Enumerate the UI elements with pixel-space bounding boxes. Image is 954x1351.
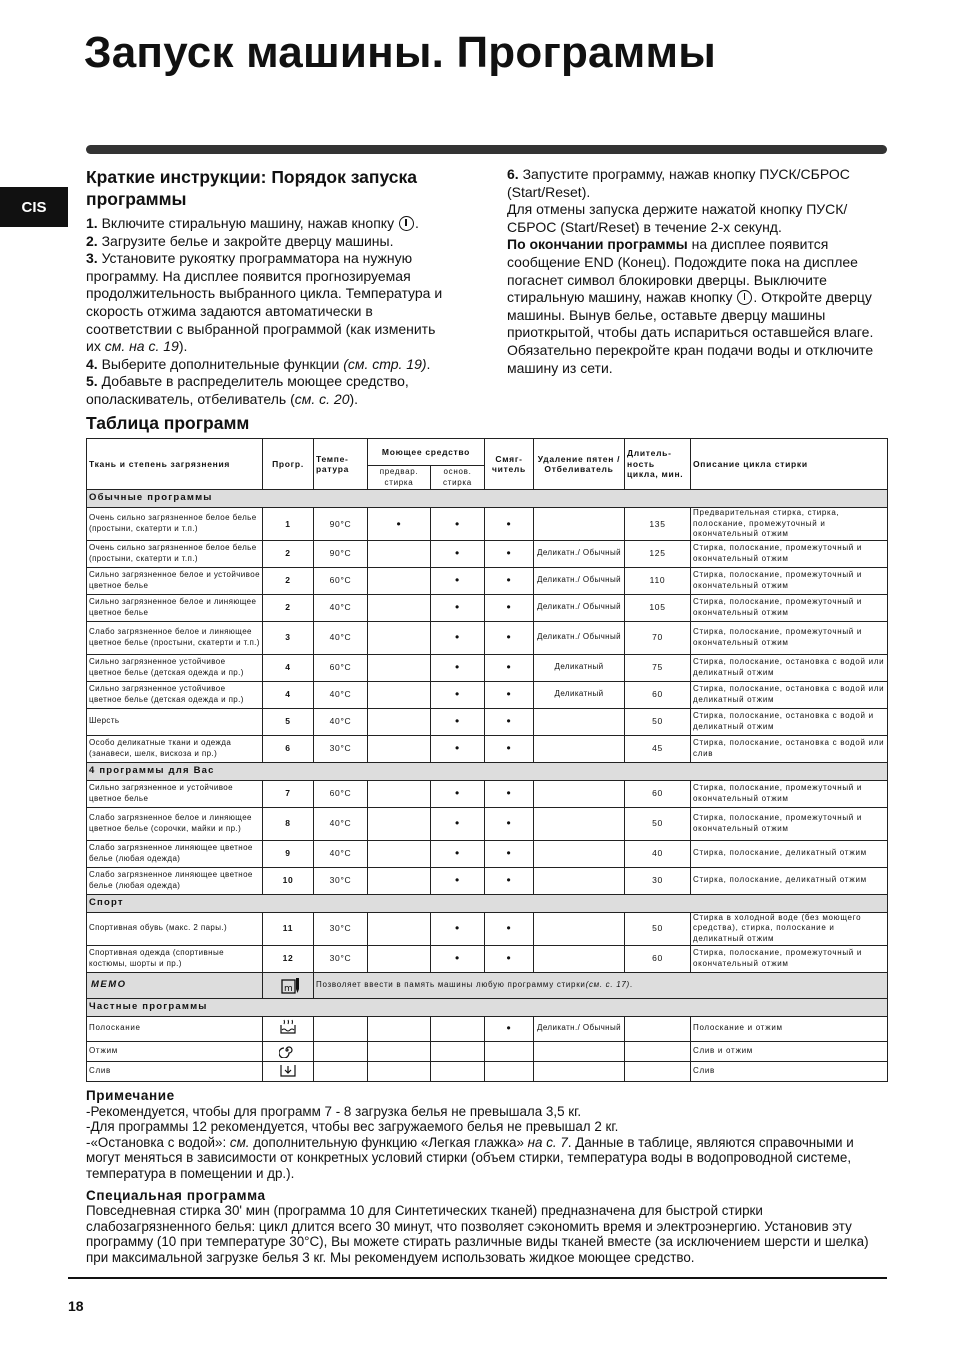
prewash-cell	[368, 735, 431, 762]
note-line: -Для программы 12 рекомендуется, чтобы вес загружаемого белья не превышал 2 кг.	[86, 1119, 619, 1135]
program-cell: 6	[263, 735, 314, 762]
power-icon	[737, 290, 752, 305]
temperature-cell: 40°C	[314, 708, 368, 735]
mainwash-cell: •	[431, 867, 485, 894]
svg-text:m: m	[284, 983, 294, 994]
stain-cell: Деликатн./ Обычный	[534, 621, 625, 654]
duration-cell: 75	[625, 654, 691, 681]
temperature-cell: 30°C	[314, 735, 368, 762]
temperature-cell: 60°C	[314, 780, 368, 807]
description-cell: Стирка, полоскание, деликатный отжим	[691, 840, 888, 867]
mainwash-cell: •	[431, 621, 485, 654]
memo-label: MEMO	[87, 972, 263, 998]
program-cell: 7	[263, 780, 314, 807]
table-title: Таблица программ	[86, 413, 250, 433]
table-row	[87, 780, 888, 807]
stain-cell	[534, 840, 625, 867]
description-cell: Стирка, полоскание, промежуточный и окончательный отжим	[691, 567, 888, 594]
softener-cell	[485, 1041, 534, 1061]
softener-cell: •	[485, 780, 534, 807]
duration-cell: 50	[625, 912, 691, 945]
footer-divider	[68, 1277, 887, 1279]
program-cell: 12	[263, 945, 314, 972]
mainwash-cell: •	[431, 567, 485, 594]
fabric-cell: Отжим	[87, 1041, 263, 1061]
temperature-cell: 40°C	[314, 621, 368, 654]
temperature-cell: 40°C	[314, 840, 368, 867]
duration-cell: 30	[625, 867, 691, 894]
table-row	[87, 594, 888, 621]
softener-cell	[485, 1061, 534, 1081]
step-3: 3. Установите рукоятку программатора на нужную программу. На дисплее появится прогнозируемая продолжительность выбранного цикла. Температура и скорость отжима задаются автоматически в соответствии с выбранной программой (как изменить их см. на с. 19).	[86, 250, 443, 355]
header-detergent: Моющее средство	[368, 439, 485, 466]
description-cell: Предварительная стирка, стирка, полоскание, промежуточный и окончательный отжим	[691, 508, 888, 541]
fabric-cell: Сильно загрязненное устойчивое цветное белье (детская одежда и пр.)	[87, 681, 263, 708]
mainwash-cell: •	[431, 780, 485, 807]
table-row	[87, 508, 888, 541]
drain-icon	[279, 1062, 297, 1078]
prewash-cell	[368, 1016, 431, 1041]
stain-cell: Деликатный	[534, 654, 625, 681]
header-prewash: предвар. стирка	[368, 466, 431, 490]
fabric-cell: Очень сильно загрязненное белое белье (простыни, скатерти и т.п.)	[87, 508, 263, 541]
fabric-cell: Полоскание	[87, 1016, 263, 1041]
header-stain-removal: Удаление пятен / Отбеливатель	[534, 439, 625, 490]
prewash-cell	[368, 867, 431, 894]
note-line: -«Остановка с водой»: см. дополнительную функцию «Легкая глажка» на с. 7. Данные в таблице, являются справочными и могут меняться в зависимости от конкретных условий стирки (объем стирки, температура воды в водопроводной системе, температура в помещении и др.).	[86, 1134, 854, 1181]
table-row	[87, 840, 888, 867]
stain-cell: Деликатн./ Обычный	[534, 594, 625, 621]
quick-instructions	[86, 166, 446, 409]
fabric-cell: Слив	[87, 1061, 263, 1081]
prewash-cell	[368, 540, 431, 567]
prewash-cell	[368, 567, 431, 594]
stain-cell	[534, 807, 625, 840]
description-cell: Стирка, полоскание, промежуточный и окончательный отжим	[691, 540, 888, 567]
softener-cell: •	[485, 681, 534, 708]
fabric-cell: Сильно загрязненное белое и линяющее цветное белье	[87, 594, 263, 621]
prewash-cell	[368, 780, 431, 807]
softener-cell: •	[485, 594, 534, 621]
softener-cell: •	[485, 621, 534, 654]
stain-cell	[534, 708, 625, 735]
softener-cell: •	[485, 807, 534, 840]
description-cell: Стирка, полоскание, остановка с водой или слив	[691, 735, 888, 762]
title-divider	[86, 145, 887, 154]
softener-cell: •	[485, 735, 534, 762]
header-duration: Длитель-ность цикла, мин.	[625, 439, 691, 490]
program-icon-cell	[263, 1041, 314, 1061]
section-title: Обычные программы	[87, 490, 888, 508]
table-row	[87, 945, 888, 972]
duration-cell: 70	[625, 621, 691, 654]
stain-cell	[534, 780, 625, 807]
prewash-cell	[368, 840, 431, 867]
duration-cell: 45	[625, 735, 691, 762]
duration-cell	[625, 1041, 691, 1061]
special-program-text: Повседневная стирка 30' мин (программа 10 для Синтетических тканей) предназначена для быстрой стирки слабозагрязненного белья: цикл длится всего 30 минут, что позволяет сэкономить время и электроэнергию. Установив эту программу (10 при температуре 30°C), Вы можете стирать различные виды тканей вместе (за исключением шерсти и шелка) при максимальной загрузке белья 3 кг. Мы рекомендуем использовать жидкое моющее средство.	[86, 1203, 869, 1265]
program-cell: 4	[263, 654, 314, 681]
temperature-cell	[314, 1041, 368, 1061]
program-cell: 10	[263, 867, 314, 894]
fabric-cell: Сильно загрязненное устойчивое цветное белье (детская одежда и пр.)	[87, 654, 263, 681]
duration-cell: 105	[625, 594, 691, 621]
stain-cell	[534, 1041, 625, 1061]
step-4: 4. Выберите дополнительные функции (см. стр. 19).	[86, 355, 431, 372]
table-row	[87, 807, 888, 840]
program-cell: 1	[263, 508, 314, 541]
softener-cell: •	[485, 654, 534, 681]
fabric-cell: Сильно загрязненное белое и устойчивое цветное белье	[87, 567, 263, 594]
quick-instructions-heading: Краткие инструкции: Порядок запуска программы	[86, 167, 417, 209]
end-note: По окончании программы на дисплее появится сообщение END (Конец). Подождите пока на дисплее погаснет символ блокировки дверцы. Выключите стиральную машину, нажав кнопку . Откройте дверцу машины. Вынув белье, оставьте дверцу машины приоткрытой, чтобы дать испариться оставшейся влаге. Обязательно перекройте кран подачи воды и отключите машину из сети.	[507, 236, 874, 376]
program-cell: 9	[263, 840, 314, 867]
description-cell: Стирка, полоскание, промежуточный и окончательный отжим	[691, 780, 888, 807]
mainwash-cell: •	[431, 594, 485, 621]
prewash-cell	[368, 912, 431, 945]
mainwash-cell: •	[431, 508, 485, 541]
table-row	[87, 1061, 888, 1081]
temperature-cell: 40°C	[314, 681, 368, 708]
memo-row	[87, 972, 888, 998]
page-number: 18	[68, 1298, 84, 1314]
duration-cell: 50	[625, 807, 691, 840]
table-row	[87, 735, 888, 762]
section-row	[87, 894, 888, 912]
description-cell: Слив и отжим	[691, 1041, 888, 1061]
temperature-cell: 60°C	[314, 567, 368, 594]
program-cell: 5	[263, 708, 314, 735]
softener-cell: •	[485, 867, 534, 894]
fabric-cell: Очень сильно загрязненное белое белье (простыни, скатерти и т.п.)	[87, 540, 263, 567]
description-cell: Слив	[691, 1061, 888, 1081]
section-row	[87, 490, 888, 508]
mainwash-cell: •	[431, 840, 485, 867]
header-fabric: Ткань и степень загрязнения	[87, 439, 263, 490]
description-cell: Стирка в холодной воде (без моющего средства), стирка, полоскание и деликатный отжим	[691, 912, 888, 945]
note-line: -Рекомендуется, чтобы для программ 7 - 8 загрузка белья не превышала 3,5 кг.	[86, 1103, 582, 1119]
program-cell: 2	[263, 540, 314, 567]
stain-cell	[534, 912, 625, 945]
page-title: Запуск машины. Программы	[84, 28, 716, 77]
table-row	[87, 1016, 888, 1041]
stain-cell: Деликатный	[534, 681, 625, 708]
temperature-cell: 90°C	[314, 540, 368, 567]
description-cell: Стирка, полоскание, остановка с водой или деликатный отжим	[691, 654, 888, 681]
duration-cell	[625, 1061, 691, 1081]
description-cell: Стирка, полоскание, промежуточный и окончательный отжим	[691, 945, 888, 972]
prewash-cell	[368, 621, 431, 654]
prewash-cell	[368, 945, 431, 972]
fabric-cell: Спортивная обувь (макс. 2 пары.)	[87, 912, 263, 945]
program-cell: 11	[263, 912, 314, 945]
program-cell: 2	[263, 567, 314, 594]
step-1: 1. Включите стиральную машину, нажав кнопку .	[86, 215, 419, 231]
stain-cell	[534, 945, 625, 972]
program-cell: 2	[263, 594, 314, 621]
duration-cell: 110	[625, 567, 691, 594]
table-row	[87, 912, 888, 945]
header-program: Прогр.	[263, 439, 314, 490]
softener-cell: •	[485, 945, 534, 972]
spin-icon	[279, 1042, 297, 1058]
stain-cell	[534, 1061, 625, 1081]
fabric-cell: Слабо загрязненное линяющее цветное белье (любая одежда)	[87, 840, 263, 867]
memo-icon-cell	[263, 972, 314, 998]
mainwash-cell: •	[431, 912, 485, 945]
mainwash-cell: •	[431, 708, 485, 735]
description-cell: Стирка, полоскание, промежуточный и окончательный отжим	[691, 594, 888, 621]
description-cell: Полоскание и отжим	[691, 1016, 888, 1041]
softener-cell: •	[485, 912, 534, 945]
temperature-cell: 60°C	[314, 654, 368, 681]
table-row	[87, 654, 888, 681]
duration-cell: 125	[625, 540, 691, 567]
duration-cell: 50	[625, 708, 691, 735]
fabric-cell: Слабо загрязненное белое и линяющее цветное белье (простыни, скатерти и т.п.)	[87, 621, 263, 654]
softener-cell: •	[485, 540, 534, 567]
prewash-cell	[368, 681, 431, 708]
fabric-cell: Особо деликатные ткани и одежда (занавеси, шелк, вискоза и пр.)	[87, 735, 263, 762]
duration-cell: 40	[625, 840, 691, 867]
prewash-cell	[368, 1041, 431, 1061]
special-program-heading: Специальная программа	[86, 1187, 266, 1203]
description-cell: Стирка, полоскание, промежуточный и окончательный отжим	[691, 807, 888, 840]
header-softener: Смяг-читель	[485, 439, 534, 490]
notes-block	[86, 1088, 887, 1266]
notes-heading: Примечание	[86, 1088, 175, 1103]
table-row	[87, 540, 888, 567]
temperature-cell: 30°C	[314, 945, 368, 972]
temperature-cell: 40°C	[314, 594, 368, 621]
prewash-cell	[368, 594, 431, 621]
stain-cell: Деликатн./ Обычный	[534, 540, 625, 567]
table-row	[87, 1041, 888, 1061]
cancel-note: Для отмены запуска держите нажатой кнопку ПУСК/СБРОС (Start/Reset) в течение 2-х секунд.	[507, 201, 848, 235]
header-temperature: Темпе-ратура	[314, 439, 368, 490]
section-title: 4 программы для Вас	[87, 762, 888, 780]
table-row	[87, 867, 888, 894]
header-mainwash: основ. стирка	[431, 466, 485, 490]
fabric-cell: Спортивная одежда (спортивные костюмы, шорты и пр.)	[87, 945, 263, 972]
section-title: Спорт	[87, 894, 888, 912]
memo-icon	[280, 977, 296, 994]
step-5: 5. Добавьте в распределитель моющее средство, ополаскиватель, отбеливатель (см. с. 20).	[86, 373, 409, 407]
language-tab: CIS	[0, 187, 68, 227]
program-icon-cell	[263, 1016, 314, 1041]
stain-cell	[534, 867, 625, 894]
description-cell: Стирка, полоскание, остановка с водой и деликатный отжим	[691, 708, 888, 735]
program-cell: 8	[263, 807, 314, 840]
softener-cell: •	[485, 840, 534, 867]
mainwash-cell: •	[431, 681, 485, 708]
header-description: Описание цикла стирки	[691, 439, 888, 490]
fabric-cell: Шерсть	[87, 708, 263, 735]
prewash-cell	[368, 708, 431, 735]
temperature-cell	[314, 1061, 368, 1081]
step-2: 2. Загрузите белье и закройте дверцу машины.	[86, 232, 394, 249]
duration-cell	[625, 1016, 691, 1041]
fabric-cell: Слабо загрязненное белое и линяющее цветное белье (сорочки, майки и пр.)	[87, 807, 263, 840]
softener-cell: •	[485, 708, 534, 735]
prewash-cell	[368, 654, 431, 681]
mainwash-cell	[431, 1061, 485, 1081]
program-icon-cell	[263, 1061, 314, 1081]
table-row	[87, 621, 888, 654]
duration-cell: 60	[625, 945, 691, 972]
table-row	[87, 708, 888, 735]
temperature-cell: 30°C	[314, 867, 368, 894]
stain-cell: Деликатн./ Обычный	[534, 567, 625, 594]
quick-instructions-continued	[507, 166, 887, 377]
memo-description: Позволяет ввести в память машины любую программу стирки(см. с. 17).	[314, 972, 888, 998]
mainwash-cell: •	[431, 735, 485, 762]
table-row	[87, 567, 888, 594]
program-cell: 3	[263, 621, 314, 654]
description-cell: Стирка, полоскание, остановка с водой или деликатный отжим	[691, 681, 888, 708]
section-title: Частные программы	[87, 998, 888, 1016]
duration-cell: 60	[625, 780, 691, 807]
mainwash-cell	[431, 1041, 485, 1061]
temperature-cell: 30°C	[314, 912, 368, 945]
stain-cell: Деликатн./ Обычный	[534, 1016, 625, 1041]
mainwash-cell: •	[431, 807, 485, 840]
section-row	[87, 998, 888, 1016]
table-row	[87, 681, 888, 708]
stain-cell	[534, 735, 625, 762]
fabric-cell: Сильно загрязненное и устойчивое цветное белье	[87, 780, 263, 807]
duration-cell: 135	[625, 508, 691, 541]
softener-cell: •	[485, 567, 534, 594]
rinse-icon	[279, 1019, 297, 1035]
temperature-cell: 40°C	[314, 807, 368, 840]
mainwash-cell: •	[431, 654, 485, 681]
duration-cell: 60	[625, 681, 691, 708]
program-table	[86, 438, 888, 1082]
softener-cell: •	[485, 508, 534, 541]
prewash-cell	[368, 807, 431, 840]
power-icon	[399, 216, 414, 231]
description-cell: Стирка, полоскание, деликатный отжим	[691, 867, 888, 894]
step-6: 6. Запустите программу, нажав кнопку ПУСК/СБРОС (Start/Reset).	[507, 166, 850, 200]
mainwash-cell	[431, 1016, 485, 1041]
mainwash-cell: •	[431, 540, 485, 567]
section-row	[87, 762, 888, 780]
mainwash-cell: •	[431, 945, 485, 972]
temperature-cell	[314, 1016, 368, 1041]
temperature-cell: 90°C	[314, 508, 368, 541]
fabric-cell: Слабо загрязненное линяющее цветное белье (любая одежда)	[87, 867, 263, 894]
softener-cell: •	[485, 1016, 534, 1041]
description-cell: Стирка, полоскание, промежуточный и окончательный отжим	[691, 621, 888, 654]
program-cell: 4	[263, 681, 314, 708]
stain-cell	[534, 508, 625, 541]
prewash-cell	[368, 1061, 431, 1081]
prewash-cell: •	[368, 508, 431, 541]
